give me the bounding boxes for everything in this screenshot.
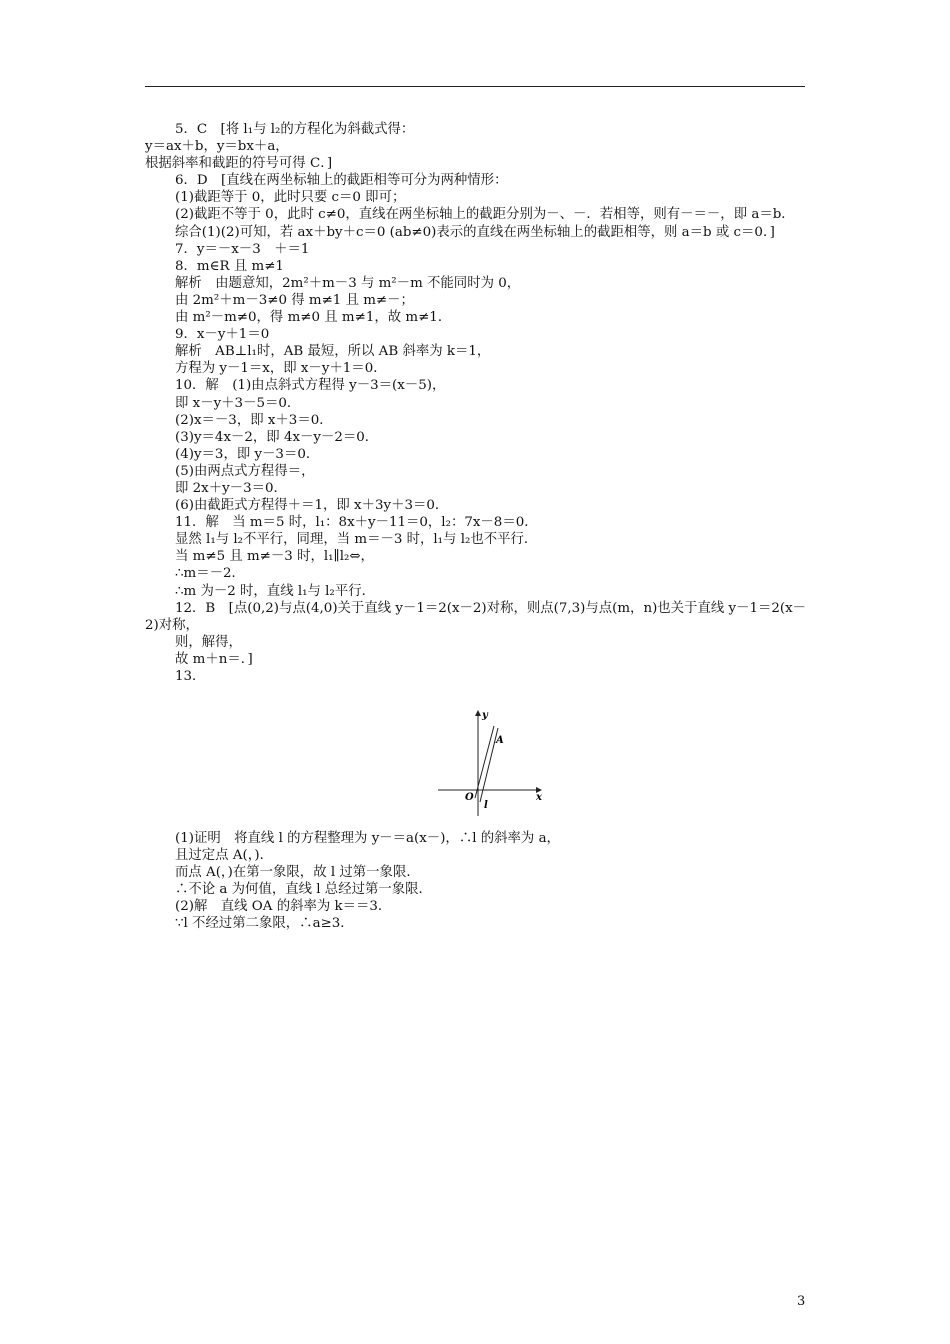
text-line: 8．m∈R 且 m≠1: [175, 258, 284, 274]
text-line: (4)y＝3，即 y－3＝0．: [175, 446, 320, 462]
text-line: 综合(1)(2)可知，若 ax＋by＋c＝0 (ab≠0)表示的直线在两坐标轴上的截距相等，则 a＝b 或 c＝0．]: [175, 224, 775, 240]
text-line: 故 m＋n＝．]: [175, 651, 253, 667]
coordinate-figure: [432, 708, 548, 818]
text-line: 5．C [将 l₁与 l₂的方程化为斜截式得：: [175, 122, 415, 137]
text-line: y＝ax＋b，y＝bx＋a，: [145, 139, 289, 155]
point-a-label: A: [496, 735, 504, 746]
answer-text-bottom: [145, 830, 807, 933]
text-line: 7．y＝－x－3 ＋＝1: [175, 241, 310, 257]
text-line: ∵l 不经过第二象限，∴a≥3．: [175, 916, 354, 932]
text-line: ∴m＝－2．: [175, 566, 245, 582]
text-line: (2)x＝－3，即 x＋3＝0．: [175, 412, 333, 428]
text-line: 即 x－y＋3－5＝0．: [175, 395, 301, 411]
text-line: 由 2m²＋m－3≠0 得 m≠1 且 m≠－；: [175, 292, 414, 308]
x-axis-label: x: [536, 792, 542, 803]
text-line: 解析 由题意知，2m²＋m－3 与 m²－m 不能同时为 0，: [175, 275, 521, 291]
text-line: 由 m²－m≠0，得 m≠0 且 m≠1，故 m≠1．: [175, 310, 452, 326]
text-line: (2)截距不等于 0，此时 c≠0，直线在两坐标轴上的截距分别为－、－．若相等，则有－＝－，即 a＝b．: [175, 207, 795, 223]
header-rule: [145, 86, 805, 87]
page-number: 3: [797, 1294, 806, 1309]
text-line: 6．D [直线在两坐标轴上的截距相等可分为两种情形：: [175, 173, 508, 189]
text-line: (6)由截距式方程得＋＝1，即 x＋3y＋3＝0．: [175, 498, 449, 514]
text-line: (5)由两点式方程得＝，: [175, 463, 315, 479]
text-line: 当 m≠5 且 m≠－3 时，l₁∥l₂⇔，: [175, 549, 374, 565]
text-line: (1)截距等于 0，此时只要 c＝0 即可；: [175, 190, 406, 206]
text-line: 显然 l₁与 l₂不平行，同理，当 m＝－3 时，l₁与 l₂也不平行．: [175, 532, 538, 548]
text-line: (2)解 直线 OA 的斜率为 k＝＝3．: [175, 899, 392, 915]
text-line: 11．解 当 m＝5 时，l₁：8x＋y－11＝0，l₂：7x－8＝0．: [175, 515, 538, 531]
text-line: 而点 A(，)在第一象限，故 l 过第一象限．: [175, 865, 420, 881]
text-line: 9．x－y＋1＝0: [175, 327, 270, 343]
text-line: 根据斜率和截距的符号可得 C．]: [145, 156, 333, 172]
answer-text-top: [145, 121, 807, 685]
origin-label: O: [465, 792, 474, 803]
text-line: 且过定点 A(，)．: [175, 848, 274, 864]
text-line: (3)y＝4x－2，即 4x－y－2＝0．: [175, 429, 379, 445]
text-line: 则，解得，: [175, 634, 242, 650]
y-axis-label: y: [482, 710, 488, 721]
text-line: 13．: [175, 669, 206, 684]
text-line: 方程为 y－1＝x，即 x－y＋1＝0．: [175, 361, 387, 377]
text-line: 解析 AB⊥l₁时，AB 最短，所以 AB 斜率为 k＝1，: [175, 344, 491, 360]
y-axis-arrow: [475, 710, 481, 716]
text-line: 10．解 (1)由点斜式方程得 y－3＝(x－5)，: [175, 378, 446, 394]
text-line: ∴m 为－2 时，直线 l₁与 l₂平行．: [175, 583, 375, 599]
line-l-label: l: [484, 800, 488, 811]
text-line: 12．B [点(0,2)与点(4,0)关于直线 y－1＝2(x－2)对称，则点(7,3)与点(m，n)也关于直线 y－1＝2(x－2)对称，: [145, 600, 807, 633]
text-line: (1)证明 将直线 l 的方程整理为 y－＝a(x－)，∴l 的斜率为 a，: [175, 831, 560, 846]
text-line: ∴不论 a 为何值，直线 l 总经过第一象限．: [175, 882, 432, 898]
text-line: 即 2x＋y－3＝0．: [175, 480, 287, 496]
